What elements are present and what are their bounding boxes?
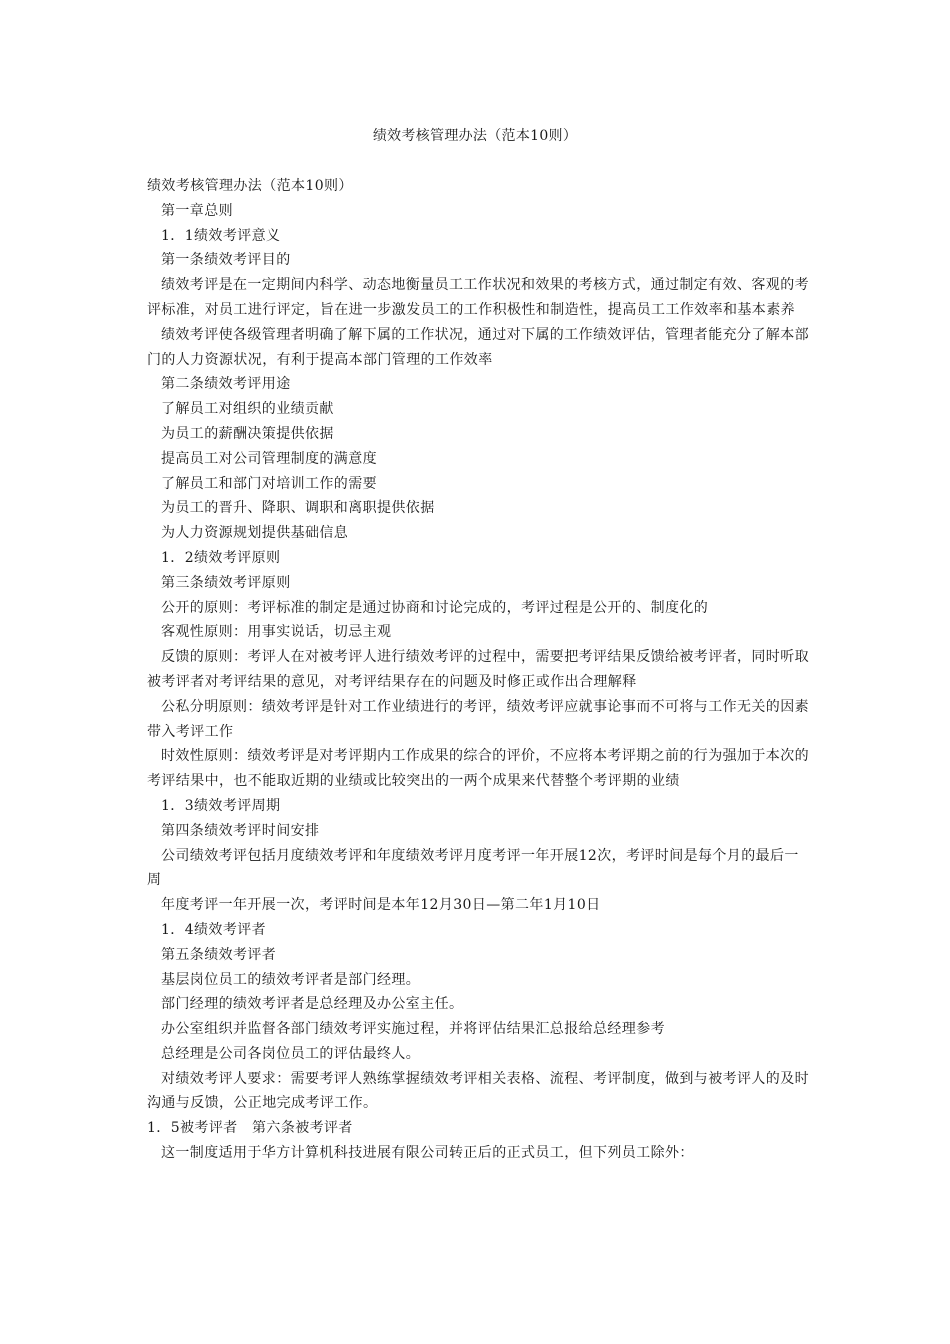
paragraph: 这一制度适用于华方计算机科技进展有限公司转正后的正式员工，但下列员工除外：	[161, 1145, 694, 1162]
paragraph: 公开的原则：考评标准的制定是通过协商和讨论完成的，考评过程是公开的、制度化的	[161, 599, 709, 616]
paragraph: 反馈的原则：考评人在对被考评人进行绩效考评的过程中，需要把考评结果反馈给被考评者，同时听取被考评者对考评结果的意见，对考评结果存在的问题及时修正或作出合理解释	[147, 649, 809, 690]
paragraph: 公私分明原则：绩效考评是针对工作业绩进行的考评，绩效考评应就事论事而不可将与工作无关的因素带入考评工作	[147, 698, 809, 740]
paragraph: 第五条绩效考评者	[161, 946, 277, 963]
document-body	[147, 174, 812, 1166]
document-title: 绩效考核管理办法（范本10则）	[372, 128, 578, 144]
paragraph: 基层岗位员工的绩效考评者是部门经理。	[161, 971, 421, 988]
paragraph: 绩效考评使各级管理者明确了解下属的工作状况，通过对下属的工作绩效评估，管理者能充分了解本部门的人力资源状况，有利于提高本部门管理的工作效率	[147, 326, 809, 368]
paragraph: 第一条绩效考评目的	[161, 252, 291, 269]
paragraph: 1．4绩效考评者	[161, 921, 267, 938]
paragraph: 时效性原则：绩效考评是对考评期内工作成果的综合的评价，不应将本考评期之前的行为强加于本次的考评结果中，也不能取近期的业绩或比较突出的一两个成果来代替整个考评期的业绩	[147, 748, 809, 790]
paragraph: 第一章总则	[161, 202, 233, 219]
paragraph: 了解员工对组织的业绩贡献	[161, 401, 334, 418]
paragraph: 第二条绩效考评用途	[161, 376, 291, 393]
paragraph: 年度考评一年开展一次，考评时间是本年12月30日—第二年1月10日	[161, 897, 601, 914]
paragraph: 1．3绩效考评周期	[161, 797, 281, 814]
paragraph: 第三条绩效考评原则	[161, 574, 291, 591]
paragraph: 绩效考评是在一定期间内科学、动态地衡量员工工作状况和效果的考核方式，通过制定有效、客观的考评标准，对员工进行评定，旨在进一步激发员工的工作积极性和制造性，提高员工工作效率和基本素养	[147, 277, 809, 318]
paragraph: 1．2绩效考评原则	[161, 549, 281, 566]
paragraph: 提高员工对公司管理制度的满意度	[161, 450, 377, 467]
paragraph: 对绩效考评人要求：需要考评人熟练掌握绩效考评相关表格、流程、考评制度，做到与被考评人的及时沟通与反馈，公正地完成考评工作。	[147, 1070, 809, 1112]
paragraph: 了解员工和部门对培训工作的需要	[161, 475, 377, 492]
paragraph: 1．1绩效考评意义	[161, 227, 281, 244]
paragraph: 为员工的薪酬决策提供依据	[161, 425, 334, 442]
paragraph: 1．5被考评者 第六条被考评者	[147, 1120, 353, 1137]
paragraph: 为员工的晋升、降职、调职和离职提供依据	[161, 500, 435, 517]
paragraph: 绩效考核管理办法（范本10则）	[147, 178, 353, 194]
paragraph: 办公室组织并监督各部门绩效考评实施过程，并将评估结果汇总报给总经理参考	[161, 1021, 665, 1038]
paragraph: 第四条绩效考评时间安排	[161, 822, 320, 839]
paragraph: 公司绩效考评包括月度绩效考评和年度绩效考评月度考评一年开展12次，考评时间是每个月的最后一周	[147, 847, 799, 889]
paragraph: 部门经理的绩效考评者是总经理及办公室主任。	[161, 996, 464, 1013]
paragraph: 客观性原则：用事实说话，切忌主观	[161, 624, 392, 641]
paragraph: 总经理是公司各岗位员工的评估最终人。	[161, 1045, 421, 1062]
paragraph: 为人力资源规划提供基础信息	[161, 525, 349, 542]
